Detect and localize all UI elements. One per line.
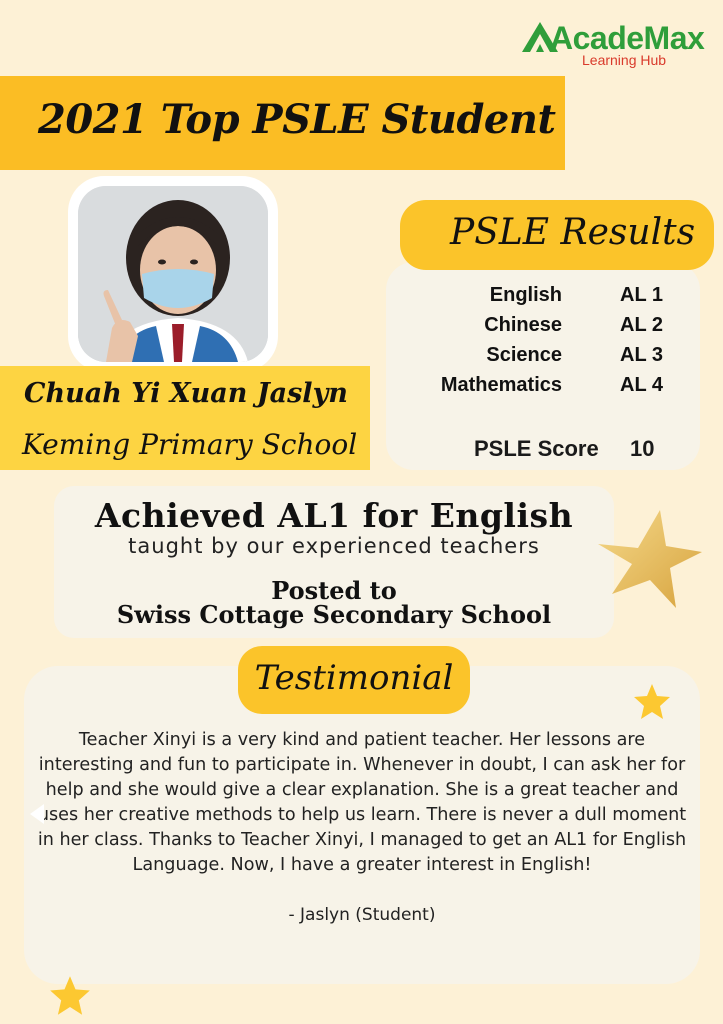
testimonial-header: Testimonial	[254, 658, 454, 698]
results-card	[386, 262, 700, 470]
student-school: Keming Primary School	[22, 428, 358, 461]
student-name: Chuah Yi Xuan Jaslyn	[24, 378, 348, 409]
small-star-icon	[632, 682, 672, 722]
result-subject: Chinese	[484, 314, 562, 336]
testimonial-text: Teacher Xinyi is a very kind and patient teacher. Her lessons are interesting and fun to participate in. Whenever in doubt, I can ask her for help and she would give a clear explanation. She is a great teacher and uses her creative methods to help us learn. There is never a dull moment in her class. Thanks to Teacher Xinyi, I managed to get an AL1 for English Language. Now, I have a greater interest in English!	[37, 730, 687, 875]
student-name-banner	[0, 366, 370, 470]
posted-label: Posted to	[271, 576, 397, 605]
result-grade: AL 1	[620, 284, 663, 306]
results-header: PSLE Results	[450, 212, 696, 253]
result-subject: English	[489, 284, 562, 306]
student-photo	[78, 186, 268, 362]
achievement-card	[54, 486, 614, 638]
psle-score-label: PSLE Score	[474, 436, 599, 461]
logo-tagline: Learning Hub	[582, 52, 667, 68]
page-title: 2021 Top PSLE Student	[38, 96, 556, 143]
result-grade: AL 2	[620, 314, 663, 336]
result-subject: Mathematics	[440, 374, 562, 396]
psle-score-value: 10	[630, 436, 655, 461]
title-banner	[0, 76, 565, 170]
student-portrait-icon	[78, 186, 268, 362]
result-grade: AL 3	[620, 344, 663, 366]
achievement-title: Achieved AL1 for English	[94, 496, 574, 535]
brand-logo	[520, 14, 710, 74]
testimonial-header-banner	[238, 646, 470, 714]
gold-star-icon	[594, 508, 706, 612]
achievement-subtitle: taught by our experienced teachers	[128, 534, 540, 558]
student-photo-frame	[68, 176, 278, 372]
results-header-banner	[400, 200, 714, 270]
posted-school: Swiss Cottage Secondary School	[116, 600, 552, 629]
small-star-icon	[48, 974, 92, 1018]
testimonial-signature: - Jaslyn (Student)	[288, 905, 436, 925]
result-grade: AL 4	[620, 374, 663, 396]
arrow-left-icon	[30, 804, 44, 824]
logo-name: AcadeMax	[550, 20, 705, 56]
result-subject: Science	[486, 344, 562, 366]
